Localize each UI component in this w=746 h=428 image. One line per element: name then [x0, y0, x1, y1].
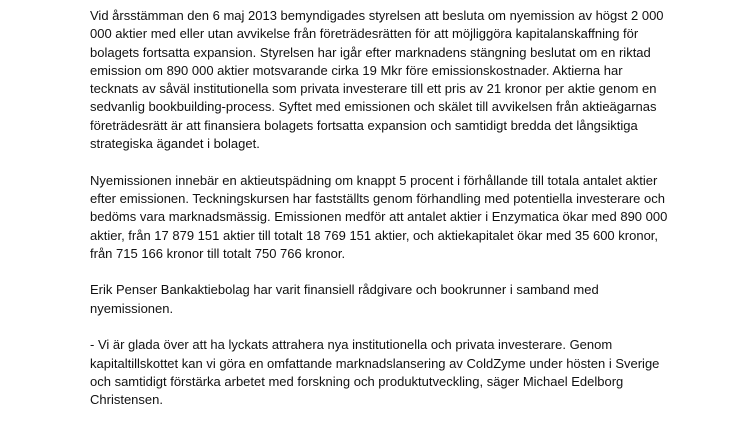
text-line: 000 aktier med eller utan avvikelse från företrädesrätten för att möjliggöra kapitalanskaffning för — [90, 26, 639, 42]
text-line: Vid årsstämman den 6 maj 2013 bemyndigades styrelsen att besluta om nyemission av högst 2 000 — [90, 8, 664, 23]
text-line: sedvanlig bookbuilding-process. Syftet med emissionen och skälet till avvikelsen från aktieägarnas — [90, 99, 657, 115]
text-line: Christensen. — [90, 392, 163, 408]
text-line: emission om 890 000 aktier motsvarande cirka 19 Mkr före emissionskostnader. Aktierna har — [90, 62, 623, 78]
text-line: bedöms vara marknadsmässig. Emissionen medför att antalet aktier i Enzymatica ökar med 890 000 — [90, 209, 668, 225]
paragraph-quote — [90, 336, 730, 409]
paragraph-bemyndigande — [90, 7, 730, 153]
paragraph-radgivare — [90, 281, 730, 318]
text-line: och samtidigt förstärka arbetet med forskning och produktutveckling, säger Michael Edelborg — [90, 373, 624, 389]
text-line: bolagets fortsatta expansion. Styrelsen har igår efter marknadens stängning beslutat om en riktad — [90, 44, 651, 60]
paragraph-aktieutspadning — [90, 172, 730, 263]
text-line: Erik Penser Bankaktiebolag har varit finansiell rådgivare och bookrunner i samband med — [90, 282, 599, 298]
text-line: - Vi är glada över att ha lyckats attrahera nya institutionella och privata investerare. Genom — [90, 337, 613, 353]
text-line: från 715 166 kronor till totalt 750 766 kronor. — [90, 245, 346, 261]
text-line: efter emissionen. Teckningskursen har fastställts genom förhandling med potentiella investerare och — [90, 190, 665, 206]
text-line: aktier, från 17 879 151 aktier till totalt 18 769 151 aktier, och aktiekapitalet ökar med 35 600 kronor, — [90, 227, 659, 243]
text-line: nyemissionen. — [90, 300, 174, 316]
document-body — [90, 7, 730, 428]
text-line: tecknats av såväl institutionella som privata investerare till ett pris av 21 kronor per aktie genom en — [90, 81, 657, 97]
text-line: kapitaltillskottet kan vi göra en omfattande marknadslansering av ColdZyme under hösten i Sverige — [90, 355, 660, 371]
text-line: strategiska ägandet i bolaget. — [90, 136, 260, 152]
text-line: Nyemissionen innebär en aktieutspädning om knappt 5 procent i förhållande till totala antalet aktier — [90, 172, 658, 188]
text-line: företrädesrätt är att finansiera bolagets fortsatta expansion och samtidigt bredda det långsiktiga — [90, 117, 638, 133]
